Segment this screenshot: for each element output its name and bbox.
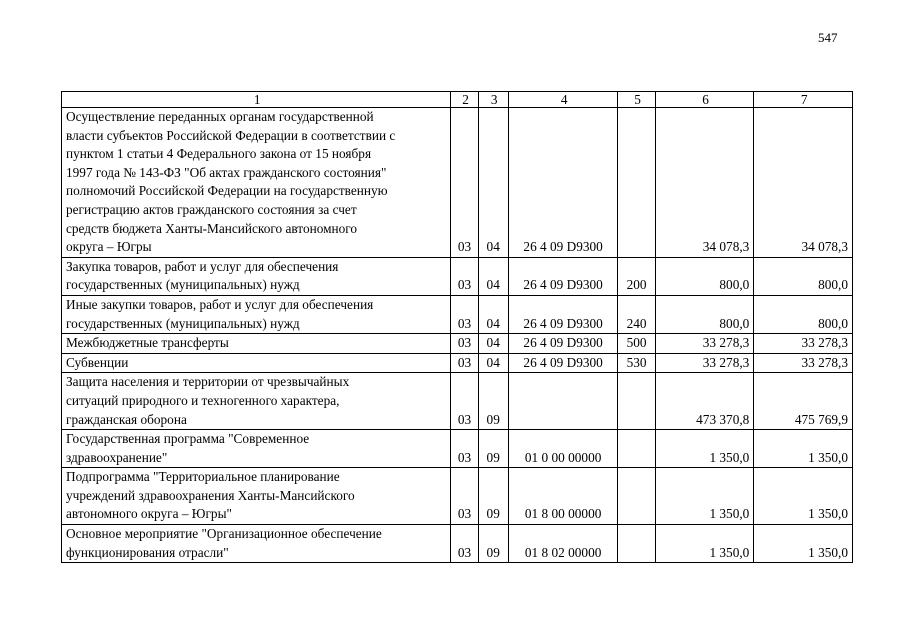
header-cell-6: 6 xyxy=(655,92,754,108)
table-row xyxy=(62,353,853,373)
description-cell xyxy=(62,373,451,430)
description-line: гражданская оборона xyxy=(66,411,187,427)
description-line: Основное мероприятие "Организационное обеспечение xyxy=(66,526,382,542)
subsection-code-cell: 09 xyxy=(478,430,508,468)
expense-type-cell xyxy=(618,525,655,563)
expense-type-cell: 530 xyxy=(618,353,655,373)
expense-type-cell: 200 xyxy=(618,257,655,295)
description-cell xyxy=(62,108,451,258)
amount-year1-cell: 800,0 xyxy=(655,295,754,333)
description-line: округа – Югры xyxy=(66,239,152,255)
description-line: государственных (муниципальных) нужд xyxy=(66,315,300,331)
target-article-cell xyxy=(508,373,618,430)
subsection-code-cell: 09 xyxy=(478,373,508,430)
subsection-code-cell: 09 xyxy=(478,525,508,563)
description-line: Субвенции xyxy=(66,354,129,370)
section-code-cell: 03 xyxy=(451,295,478,333)
description-cell xyxy=(62,334,451,354)
amount-year2-cell: 33 278,3 xyxy=(754,353,853,373)
header-cell-3: 3 xyxy=(478,92,508,108)
amount-year1-cell: 33 278,3 xyxy=(655,334,754,354)
section-code-cell: 03 xyxy=(451,468,478,525)
amount-year2-cell: 33 278,3 xyxy=(754,334,853,354)
table-row xyxy=(62,108,853,258)
description-line: Иные закупки товаров, работ и услуг для обеспечения xyxy=(66,296,374,312)
amount-year2-cell: 800,0 xyxy=(754,257,853,295)
description-line: Межбюджетные трансферты xyxy=(66,335,229,351)
target-article-cell: 01 0 00 00000 xyxy=(508,430,618,468)
description-line: государственных (муниципальных) нужд xyxy=(66,277,300,293)
target-article-cell: 26 4 09 D9300 xyxy=(508,334,618,354)
subsection-code-cell: 04 xyxy=(478,295,508,333)
description-line: Подпрограмма "Территориальное планирование xyxy=(66,469,340,485)
table-row xyxy=(62,525,853,563)
description-line: Государственная программа "Современное xyxy=(66,431,310,447)
description-line: Защита населения и территории от чрезвычайных xyxy=(66,374,350,390)
description-line: средств бюджета Ханты-Мансийского автономного xyxy=(66,220,358,236)
amount-year1-cell: 1 350,0 xyxy=(655,525,754,563)
amount-year1-cell: 1 350,0 xyxy=(655,468,754,525)
subsection-code-cell: 04 xyxy=(478,108,508,258)
amount-year2-cell: 1 350,0 xyxy=(754,468,853,525)
section-code-cell: 03 xyxy=(451,430,478,468)
amount-year1-cell: 1 350,0 xyxy=(655,430,754,468)
table-row xyxy=(62,257,853,295)
amount-year1-cell: 34 078,3 xyxy=(655,108,754,258)
header-cell-4: 4 xyxy=(508,92,618,108)
amount-year1-cell: 473 370,8 xyxy=(655,373,754,430)
amount-year2-cell: 1 350,0 xyxy=(754,525,853,563)
description-line: власти субъектов Российской Федерации в соответствии с xyxy=(66,127,396,143)
description-line: Осуществление переданных органам государственной xyxy=(66,109,374,124)
subsection-code-cell: 04 xyxy=(478,353,508,373)
description-line: пунктом 1 статьи 4 Федерального закона от 15 ноября xyxy=(66,146,372,162)
budget-table xyxy=(61,91,853,563)
description-line: ситуаций природного и техногенного характера, xyxy=(66,392,340,408)
header-row xyxy=(62,92,853,108)
section-code-cell: 03 xyxy=(451,334,478,354)
target-article-cell: 26 4 09 D9300 xyxy=(508,108,618,258)
description-cell xyxy=(62,353,451,373)
amount-year2-cell: 34 078,3 xyxy=(754,108,853,258)
section-code-cell: 03 xyxy=(451,353,478,373)
header-cell-7: 7 xyxy=(754,92,853,108)
subsection-code-cell: 04 xyxy=(478,257,508,295)
target-article-cell: 26 4 09 D9300 xyxy=(508,353,618,373)
header-cell-1: 1 xyxy=(62,92,451,108)
description-line: Закупка товаров, работ и услуг для обеспечения xyxy=(66,258,339,274)
amount-year1-cell: 33 278,3 xyxy=(655,353,754,373)
header-cell-5: 5 xyxy=(618,92,655,108)
description-cell xyxy=(62,430,451,468)
target-article-cell: 26 4 09 D9300 xyxy=(508,257,618,295)
description-line: автономного округа – Югры" xyxy=(66,506,232,522)
subsection-code-cell: 04 xyxy=(478,334,508,354)
expense-type-cell xyxy=(618,468,655,525)
target-article-cell: 01 8 02 00000 xyxy=(508,525,618,563)
amount-year2-cell: 1 350,0 xyxy=(754,430,853,468)
section-code-cell: 03 xyxy=(451,108,478,258)
page-number: 547 xyxy=(818,30,838,45)
amount-year2-cell: 475 769,9 xyxy=(754,373,853,430)
amount-year1-cell: 800,0 xyxy=(655,257,754,295)
table-row xyxy=(62,430,853,468)
section-code-cell: 03 xyxy=(451,525,478,563)
table-row xyxy=(62,295,853,333)
expense-type-cell xyxy=(618,373,655,430)
section-code-cell: 03 xyxy=(451,257,478,295)
description-line: учреждений здравоохранения Ханты-Мансийского xyxy=(66,487,355,503)
description-line: 1997 года № 143-ФЗ "Об актах гражданского состояния" xyxy=(66,164,387,180)
target-article-cell: 01 8 00 00000 xyxy=(508,468,618,525)
description-line: полномочий Российской Федерации на государственную xyxy=(66,183,388,199)
description-line: регистрацию актов гражданского состояния за счет xyxy=(66,201,357,217)
amount-year2-cell: 800,0 xyxy=(754,295,853,333)
expense-type-cell xyxy=(618,108,655,258)
table-row xyxy=(62,334,853,354)
section-code-cell: 03 xyxy=(451,373,478,430)
budget-table-body xyxy=(62,92,853,563)
target-article-cell: 26 4 09 D9300 xyxy=(508,295,618,333)
expense-type-cell: 240 xyxy=(618,295,655,333)
description-cell xyxy=(62,468,451,525)
description-cell xyxy=(62,525,451,563)
expense-type-cell: 500 xyxy=(618,334,655,354)
subsection-code-cell: 09 xyxy=(478,468,508,525)
description-cell xyxy=(62,257,451,295)
table-row xyxy=(62,373,853,430)
description-line: функционирования отрасли" xyxy=(66,544,229,560)
table-row xyxy=(62,468,853,525)
description-cell xyxy=(62,295,451,333)
header-cell-2: 2 xyxy=(451,92,478,108)
expense-type-cell xyxy=(618,430,655,468)
description-line: здравоохранение" xyxy=(66,449,168,465)
